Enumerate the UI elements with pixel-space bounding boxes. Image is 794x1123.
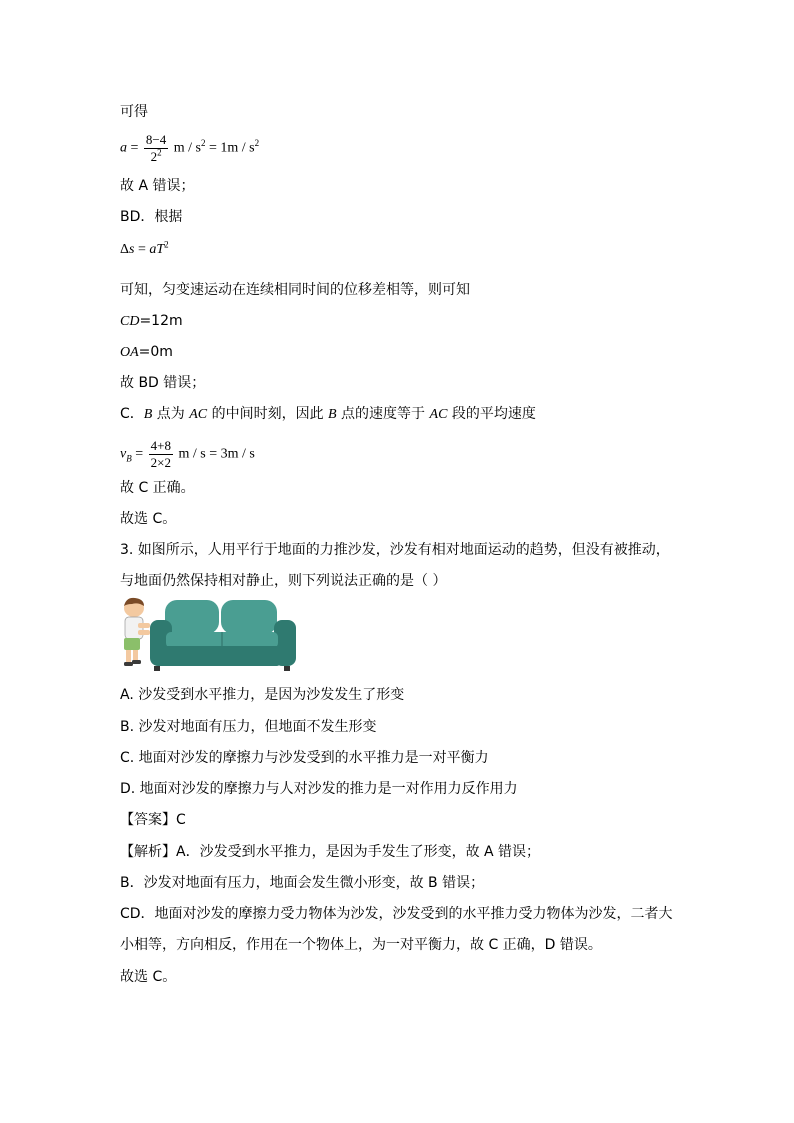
fraction-denominator: $2^2$: [144, 148, 168, 165]
text-guxuan-1: 故选 C。: [120, 511, 177, 527]
sofa-push-illustration: [118, 596, 298, 672]
unit-text: m / s: [173, 140, 201, 156]
text-oa: OA=0m: [120, 344, 173, 360]
result-exponent: 2: [254, 138, 260, 149]
text-kede: 可得: [120, 104, 148, 120]
answer-line: [120, 811, 186, 829]
boy-figure: [124, 598, 150, 666]
analysis-line-1: 【解析】A．沙发受到水平推力，是因为手发生了形变，故 A 错误；: [120, 844, 541, 860]
question-line-2: 与地面仍然保持相对静止，则下列说法正确的是（ ）: [120, 573, 447, 589]
text-gu-a: 故 A 错误；: [120, 178, 195, 194]
text-gu-bd: 故 BD 错误；: [120, 375, 206, 391]
answer-tag: 【答案】: [120, 812, 176, 828]
fraction-numerator: 8−4: [145, 132, 167, 147]
analysis-line-5: 故选 C。: [120, 969, 177, 985]
analysis-line-2: B．沙发对地面有压力，地面会发生微小形变，故 B 错误；: [120, 875, 485, 891]
text-c-explanation: C．B 点为 AC 的中间时刻，因此 B 点的速度等于 AC 段的平均速度: [120, 406, 536, 422]
text-gu-c: 故 C 正确。: [120, 480, 195, 496]
fraction-vb: $\frac{4+8}{2\times 2}$: [150, 438, 171, 470]
var-a: a: [120, 140, 127, 156]
answer-value: C: [176, 812, 186, 828]
unit-exponent: 2: [200, 138, 206, 149]
sofa-figure: [150, 600, 296, 671]
text-bd-gen: BD．根据: [120, 209, 183, 225]
analysis-tag: 【解析】: [120, 844, 176, 860]
formula-delta-s: $\Delta s = aT^2$: [120, 239, 169, 257]
option-b: B. 沙发对地面有压力，但地面不发生形变: [120, 719, 377, 735]
fraction-a: [144, 132, 168, 165]
result-text: = 1m / s: [208, 140, 255, 156]
analysis-line-4: 小相等，方向相反，作用在一个物体上，为一对平衡力，故 C 正确，D 错误。: [120, 937, 602, 953]
text-kezhi: 可知，匀变速运动在连续相同时间的位移差相等，则可知: [120, 282, 470, 298]
formula-acceleration: [120, 132, 259, 165]
option-c: C. 地面对沙发的摩擦力与沙发受到的水平推力是一对平衡力: [120, 750, 489, 766]
option-a: A. 沙发受到水平推力，是因为沙发发生了形变: [120, 687, 405, 703]
option-d: D. 地面对沙发的摩擦力与人对沙发的推力是一对作用力反作用力: [120, 781, 518, 797]
formula-vb: $v_B$ = $\frac{4+8}{2\times 2}$ m / s = 3m / s: [120, 438, 255, 470]
eq-sign: =: [130, 140, 139, 156]
question-line-1: 3. 如图所示，人用平行于地面的力推沙发，沙发有相对地面运动的趋势，但没有被推动，: [120, 542, 670, 558]
text-cd: CD=12m: [120, 313, 183, 329]
analysis-line-3: CD．地面对沙发的摩擦力受力物体为沙发，沙发受到的水平推力受力物体为沙发，二者大: [120, 906, 673, 922]
